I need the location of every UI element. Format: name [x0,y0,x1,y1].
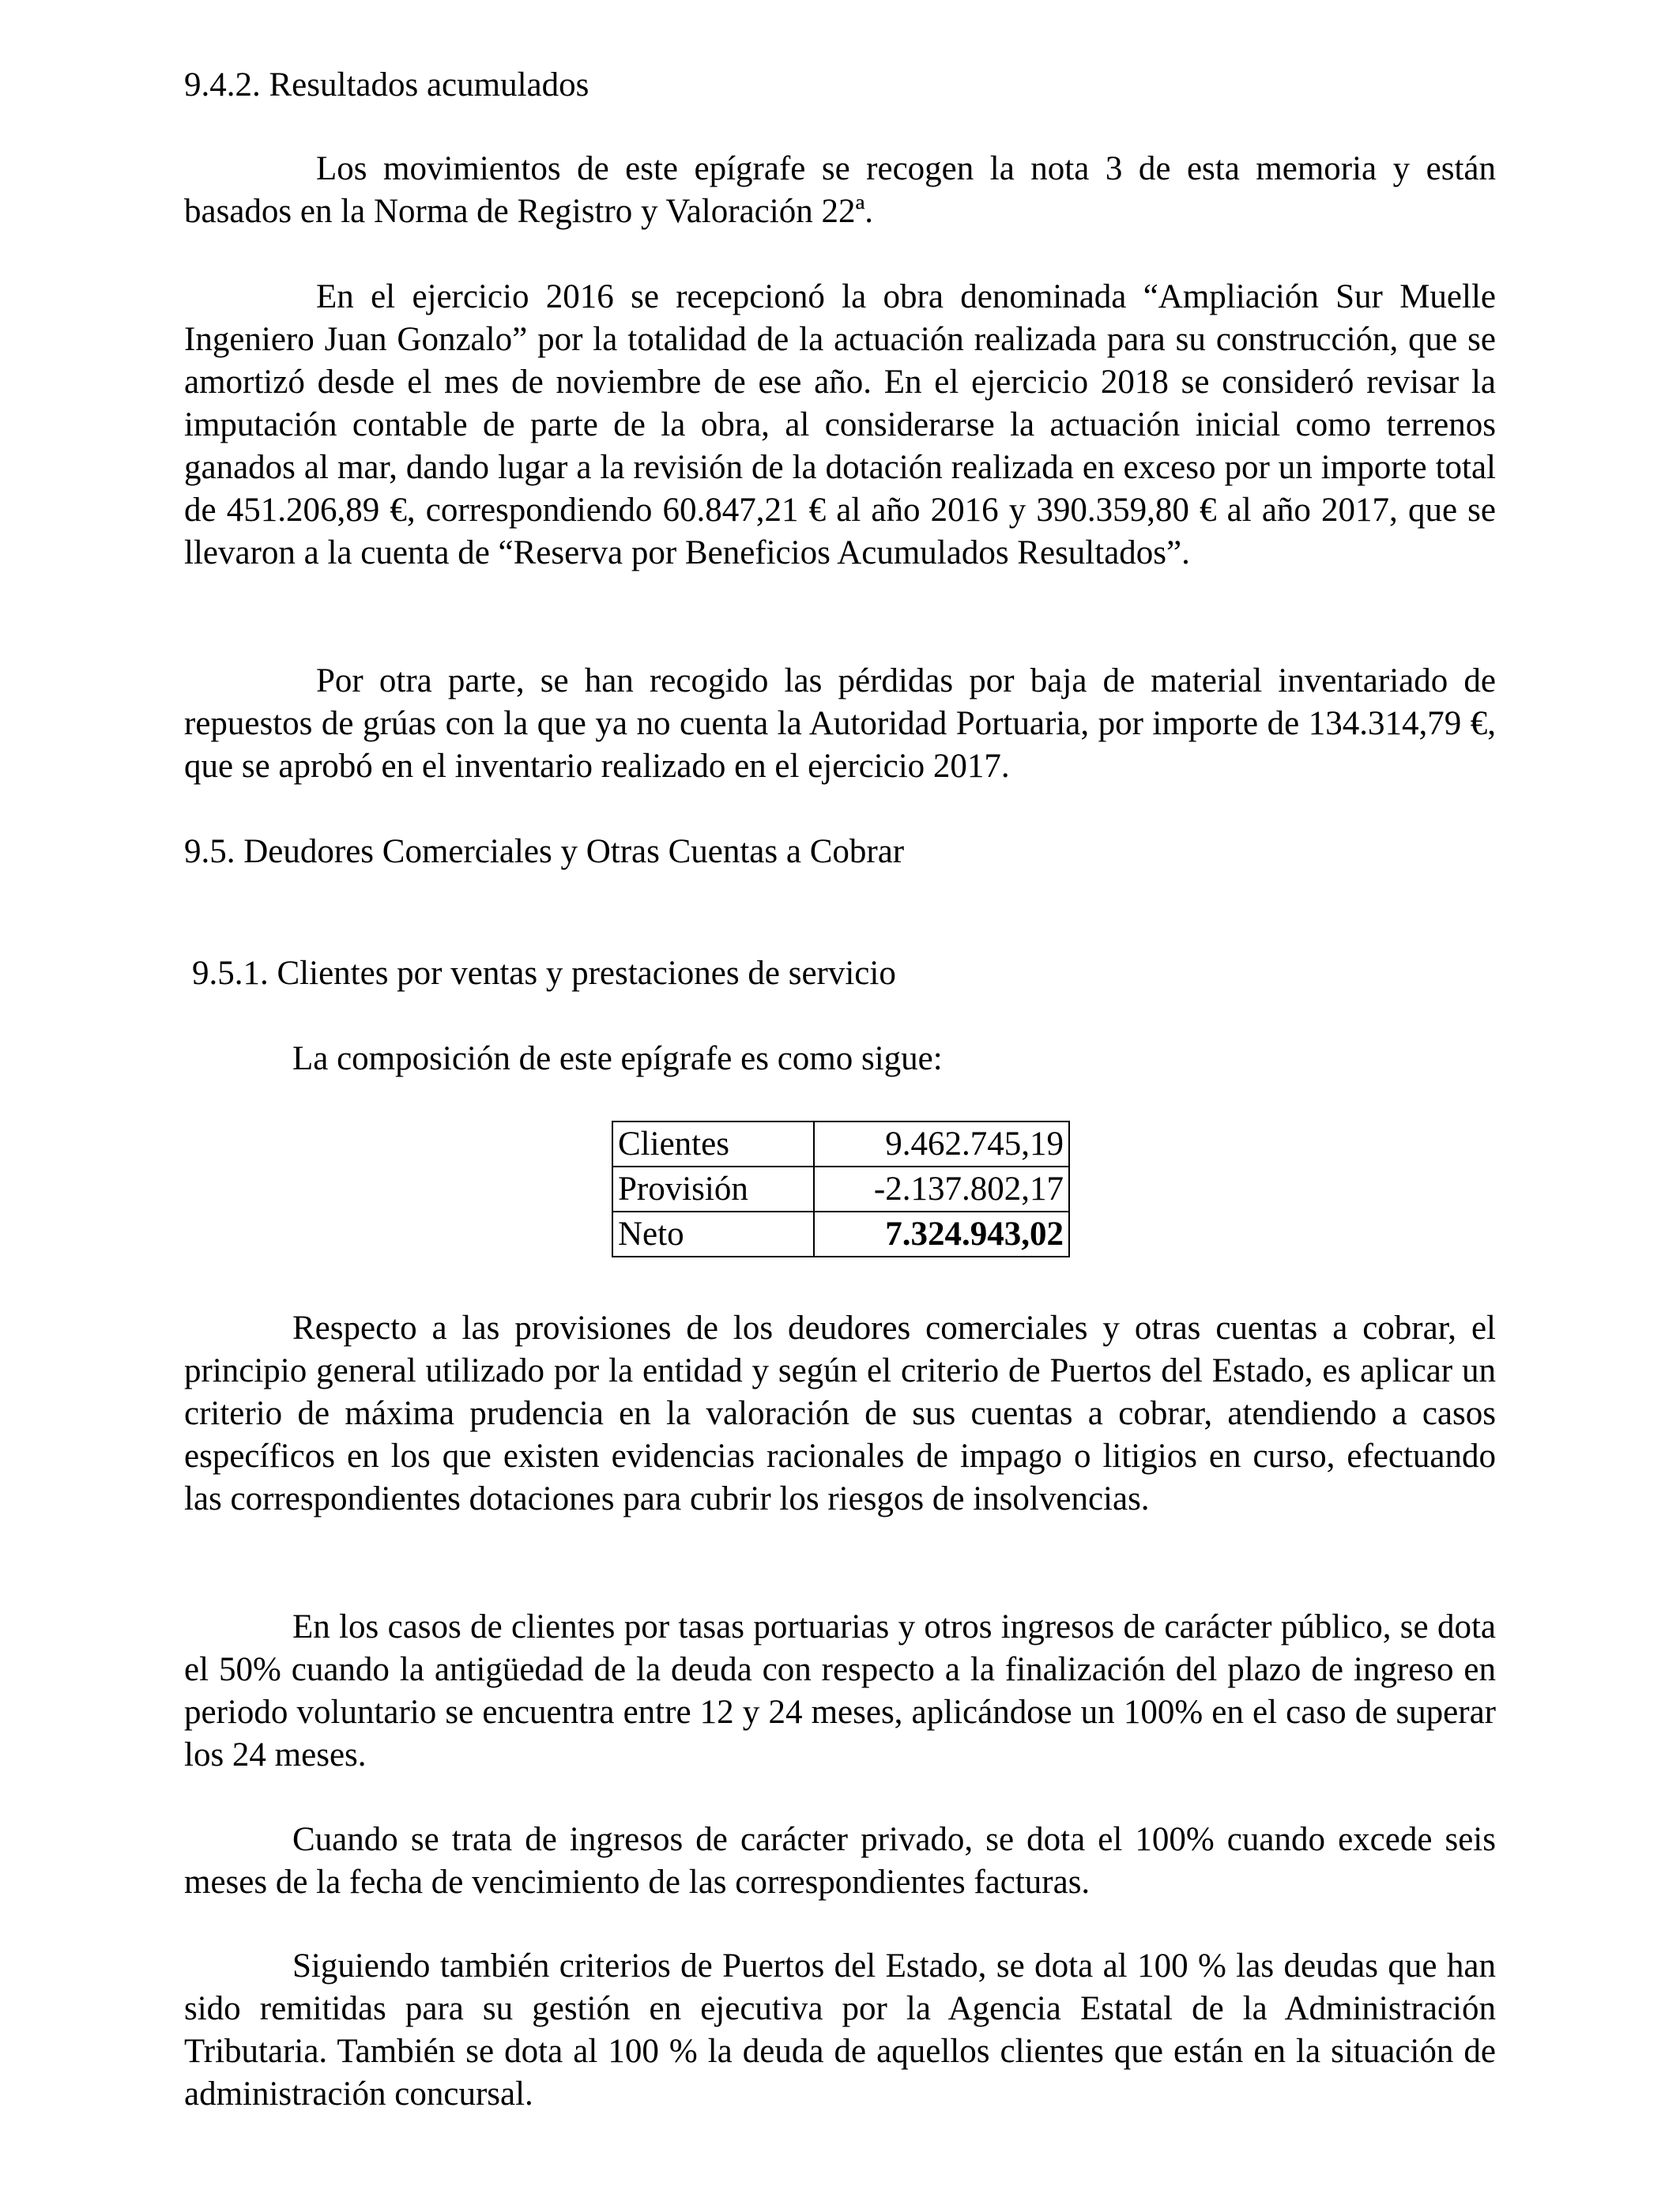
table-row-total [612,1212,1069,1257]
table-cell-label: Provisión [612,1167,814,1212]
table-cell-value: 9.462.745,19 [814,1122,1069,1167]
table-row [612,1167,1069,1212]
table-cell-label: Neto [612,1212,814,1257]
paragraph-movimientos: Los movimientos de este epígrafe se recogen la nota 3 de esta memoria y están basados en la Norma de Registro y Valoración 22ª. [184,150,1496,230]
paragraph-ingresos-privados: Cuando se trata de ingresos de carácter privado, se dota el 100% cuando excede seis meses de la fecha de vencimiento de las correspondientes facturas. [184,1821,1496,1901]
paragraph-ejercicio-2016: En el ejercicio 2016 se recepcionó la obra denominada “Ampliación Sur Muelle Ingeniero Juan Gonzalo” por la totalidad de la actuación realizada para su construcción, que se amortizó desde el mes de noviembre de ese año. En el ejercicio 2018 se consideró revisar la imputación contable de parte de la obra, al considerarse la actuación inicial como terrenos ganados al mar, dando lugar a la revisión de la dotación realizada en exceso por un importe total de 451.206,89 €, correspondiendo 60.847,21 € al año 2016 y 390.359,80 € al año 2017, que se llevaron a la cuenta de “Reserva por Beneficios Acumulados Resultados”. [184,278,1496,571]
table-row [612,1122,1069,1167]
paragraph-composicion: La composición de este epígrafe es como sigue: [292,1040,943,1077]
paragraph-provisiones: Respecto a las provisiones de los deudores comerciales y otras cuentas a cobrar, el principio general utilizado por la entidad y según el criterio de Puertos del Estado, es aplicar un criterio de máxima prudencia en la valoración de sus cuentas a cobrar, atendiendo a casos específicos en los que existen evidencias racionales de impago o litigios en curso, efectuando las correspondientes dotaciones para cubrir los riesgos de insolvencias. [184,1310,1496,1517]
clientes-table [612,1121,1070,1257]
paragraph-tasas-portuarias: En los casos de clientes por tasas portuarias y otros ingresos de carácter público, se dota el 50% cuando la antigüedad de la deuda con respecto a la finalización del plazo de ingreso en periodo voluntario se encuentra entre 12 y 24 meses, aplicándose un 100% en el caso de superar los 24 meses. [184,1608,1496,1774]
section-heading-9-5-1: 9.5.1. Clientes por ventas y prestaciones de servicio [192,955,896,992]
table-cell-label: Clientes [612,1122,814,1167]
table-cell-value: -2.137.802,17 [814,1167,1069,1212]
section-heading-9-4-2: 9.4.2. Resultados acumulados [184,66,590,104]
paragraph-puertos-estado: Siguiendo también criterios de Puertos del Estado, se dota al 100 % las deudas que han sido remitidas para su gestión en ejecutiva por la Agencia Estatal de la Administración Tributaria. También se dota al 100 % la deuda de aquellos clientes que están en la situación de administración concursal. [184,1947,1496,2113]
section-heading-9-5: 9.5. Deudores Comerciales y Otras Cuentas a Cobrar [184,833,905,870]
paragraph-perdidas-baja: Por otra parte, se han recogido las pérdidas por baja de material inventariado de repuestos de grúas con la que ya no cuenta la Autoridad Portuaria, por importe de 134.314,79 €, que se aprobó en el inventario realizado en el ejercicio 2017. [184,662,1496,785]
table-cell-value-total: 7.324.943,02 [814,1212,1069,1257]
